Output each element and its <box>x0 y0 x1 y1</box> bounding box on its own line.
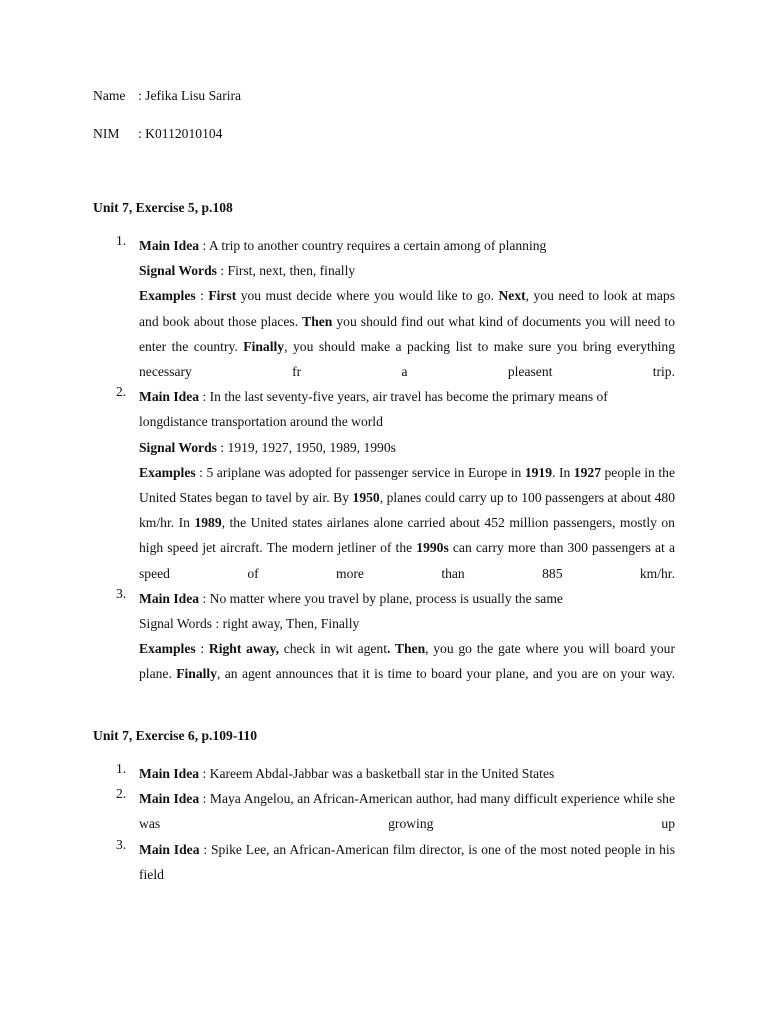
signal-words <box>139 258 675 283</box>
section-heading-exercise-6: Unit 7, Exercise 6, p.109-110 <box>93 728 258 743</box>
main-idea-label: Main Idea <box>139 766 200 781</box>
examples-text: people in the United States began to tavel by air. By <box>139 464 675 506</box>
examples-text: , planes could carry up to 100 passengers at about 480 km/hr. In <box>139 490 675 531</box>
list-item <box>93 233 675 384</box>
section-heading-exercise-5: Unit 7, Exercise 5, p.108 <box>93 200 233 215</box>
examples-text: can carry more than 300 passengers at a speed of more than 885 km/hr. <box>139 540 675 581</box>
main-idea <box>139 837 675 887</box>
main-idea-text: : Spike Lee, an African-American film director, is one of the most noted people in his field <box>139 841 675 882</box>
main-idea-text: : No matter where you travel by plane, process is usually the same <box>199 590 563 606</box>
examples-bold: 1927 <box>573 464 601 480</box>
exercise-6-list <box>93 761 675 887</box>
examples-bold: Next <box>498 288 526 304</box>
list-item <box>93 786 675 836</box>
list-item <box>93 586 675 687</box>
examples <box>139 636 675 686</box>
name-label: Name <box>93 88 126 103</box>
item-number: 2. <box>116 786 127 802</box>
examples-text: , an agent announces that it is time to board your plane, and you are on your way. <box>217 666 675 682</box>
signal-words-label: Signal Words <box>139 439 217 455</box>
examples-text: , the United states airlanes alone carried about 452 million passengers, mostly on high speed jet aircraft. The modern jetliner of the <box>139 515 675 556</box>
item-number: 3. <box>116 585 127 601</box>
examples-bold: 1919 <box>524 464 553 480</box>
main-idea-label: Main Idea <box>139 389 200 405</box>
main-idea-label: Main Idea <box>139 590 200 606</box>
examples <box>139 283 675 384</box>
examples-text: : 5 ariplane was adopted for passenger service in Europe in <box>195 464 525 480</box>
exercise-5-list <box>93 233 675 687</box>
examples-text: , you need to look at maps and book about those places. <box>139 288 675 329</box>
examples-bold: . Then <box>387 641 426 657</box>
examples-bold: 1989 <box>194 515 222 531</box>
examples-bold: Examples <box>139 641 196 657</box>
main-idea <box>139 761 675 786</box>
examples-bold: 1990s <box>416 540 449 556</box>
item-number: 3. <box>116 836 127 852</box>
examples-bold: Then <box>302 313 333 329</box>
list-item <box>93 384 675 586</box>
main-idea-text: : Kareem Abdal-Jabbar was a basketball star in the United States <box>199 766 555 781</box>
signal-words <box>139 611 675 636</box>
nim-row <box>93 126 222 142</box>
examples-text: : <box>195 641 209 657</box>
examples-bold: First <box>208 288 237 304</box>
signal-words-text: Signal Words : right away, Then, Finally <box>139 616 360 632</box>
item-number: 2. <box>116 384 127 400</box>
signal-words-label: Signal Words <box>139 263 217 279</box>
nim-label: NIM <box>93 126 120 141</box>
examples-bold: Finally <box>243 338 285 354</box>
main-idea-label: Main Idea <box>139 791 200 807</box>
main-idea <box>139 233 675 258</box>
name-row <box>93 88 241 104</box>
list-item <box>93 761 675 786</box>
examples-bold: Examples <box>139 464 196 480</box>
name-value: : Jefika Lisu Sarira <box>138 88 242 103</box>
main-idea-label: Main Idea <box>139 841 200 857</box>
signal-words-text: : 1919, 1927, 1950, 1989, 1990s <box>216 439 396 455</box>
examples-text: you should find out what kind of documents you will need to enter the country. <box>139 313 675 354</box>
item-number: 1. <box>116 233 127 248</box>
item-number: 1. <box>116 761 127 776</box>
main-idea-label: Main Idea <box>139 238 200 253</box>
examples-text: , you should make a packing list to make sure you bring everything necessary fr a pleasent trip. <box>139 338 676 380</box>
main-idea <box>139 786 675 836</box>
examples <box>139 460 675 586</box>
main-idea-text: : Maya Angelou, an African-American author, had many difficult experience while she was growing up <box>139 791 675 832</box>
signal-words-text: : First, next, then, finally <box>216 263 356 279</box>
main-idea <box>139 586 675 611</box>
examples-text: , you go the gate where you will board your plane. <box>139 641 675 682</box>
signal-words <box>139 435 675 460</box>
examples-bold: Examples <box>139 288 196 304</box>
examples-bold: Finally <box>176 666 217 682</box>
examples-bold: Right away, <box>208 641 279 657</box>
examples-bold: 1950 <box>352 490 380 506</box>
main-idea-text: : A trip to another country requires a certain among of planning <box>199 238 547 253</box>
nim-value: : K0112010104 <box>138 126 223 141</box>
examples-text: check in wit agent <box>278 641 388 657</box>
examples-text: you must decide where you would like to go. <box>236 288 499 304</box>
main-idea <box>139 384 675 434</box>
examples-text: . In <box>552 464 574 480</box>
examples-text: : <box>195 288 209 304</box>
list-item <box>93 837 675 887</box>
main-idea-text: : In the last seventy-five years, air travel has become the primary means of longdistance transportation around the world <box>139 389 608 430</box>
